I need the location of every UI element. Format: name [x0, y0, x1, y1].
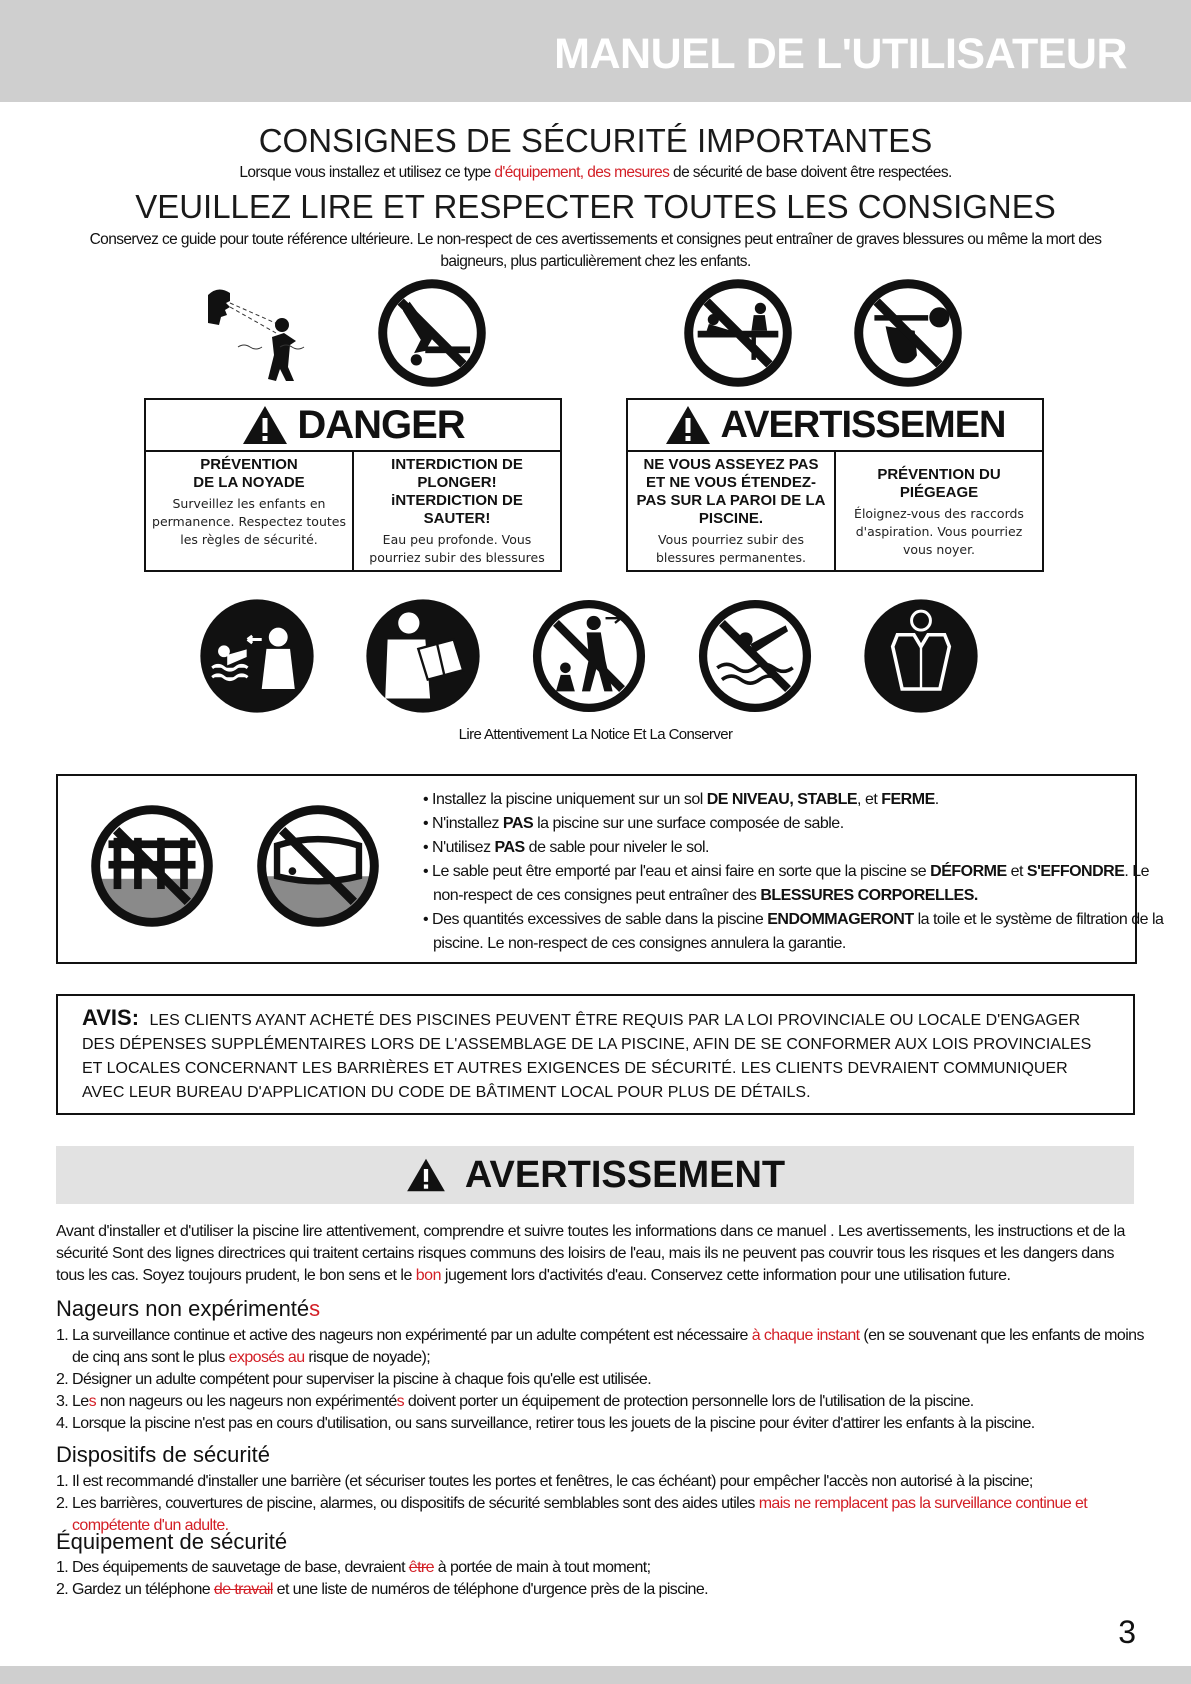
no-unattended-children-icon [530, 597, 648, 715]
keep-guide-text: Conservez ce guide pour toute référence ultérieure. Le non-respect de ces avertissements et consignes peut entraîner de graves blessures ou même la mort des baigneurs, plus particulièrement chez les enfants. [89, 231, 1102, 270]
list-item: • Des quantités excessives de sable dans la piscine ENDOMMAGERONT la toile et le système de filtration de la piscine. Le non-respect de ces consignes annulera la garantie. [423, 911, 1164, 952]
warning-triangle-icon [241, 404, 289, 446]
warning-col1-title: NE VOUS ASSEYEZ PAS ET NE VOUS ÉTENDEZ-PAS SUR LA PAROI DE LA PISCINE. [636, 456, 826, 527]
read-manual-icon [364, 597, 482, 715]
warning-banner [56, 1146, 1134, 1204]
list-item: 1. La surveillance continue et active des nageurs non expérimenté par un adulte compétent est nécessaire à chaque instant (en se souvenant que les enfants de moins de cinq ans sont le plus exposés au risque de noyade); [56, 1327, 1144, 1366]
intro-line: Lorsque vous installez et utilisez ce type d'équipement, des mesures de sécurité de base doivent être respectées. [239, 164, 952, 181]
life-vest-icon [862, 597, 980, 715]
page-subtitle: VEUILLEZ LIRE ET RESPECTER TOUTES LES CONSIGNES [135, 188, 1056, 225]
safety-devices-list [56, 1471, 1146, 1537]
warning-sign [626, 398, 1044, 572]
section-title-safety-devices: Dispositifs de sécurité [56, 1442, 270, 1467]
safety-equipment-list [56, 1557, 1146, 1601]
notice-box [56, 994, 1135, 1115]
list-item: 1. Des équipements de sauvetage de base, devraient être à portée de main à tout moment; [56, 1559, 651, 1576]
no-sitting-on-wall-icon [682, 277, 794, 389]
danger-title: DANGER [297, 402, 465, 447]
warning-sign-title: AVERTISSEMEN [720, 403, 1006, 446]
warning-intro: Avant d'installer et d'utiliser la piscine lire attentivement, comprendre et suivre toutes les informations dans ce manuel . Les avertissements, les instructions et de la sécurité Sont des lignes directrices qui traitent certains risques communs des loisirs de l'eau, mais ils ne peuvent pas couvrir tous les risques et les dangers dans tous les cas. Soyez toujours prudent, le bon sens et le bon jugement lors d'activités d'eau. Conservez cette information pour une utilisation future. [56, 1223, 1125, 1284]
danger-col2-body: Eau peu profonde. Vous pourriez subir des blessures [369, 532, 545, 565]
adult-watching-swimmer-icon [198, 597, 316, 715]
no-suction-entrapment-icon [852, 277, 964, 389]
no-diving-water-icon [696, 597, 814, 715]
list-item: 4. Lorsque la piscine n'est pas en cours d'utilisation, ou sans surveillance, retirer tous les jouets de la piscine pour éviter d'attirer les enfants à la piscine. [56, 1415, 1035, 1432]
inexperienced-swimmers-list [56, 1325, 1146, 1435]
danger-col2-title: INTERDICTION DE PLONGER! iNTERDICTION DE SAUTER! [391, 456, 523, 527]
danger-sign [144, 398, 562, 572]
ground-requirements-list [423, 788, 1183, 956]
list-item: 1. Il est recommandé d'installer une barrière (et sécuriser toutes les portes et fenêtres, le cas échéant) pour empêcher l'accès non autorisé à la piscine; [56, 1473, 1033, 1490]
footer-bar [0, 1666, 1191, 1684]
danger-col1-title: PRÉVENTION DE LA NOYADE [193, 456, 305, 491]
list-item: • Le sable peut être emporté par l'eau et ainsi faire en sorte que la piscine se DÉFORME et S'EFFONDRE. Le non-respect de ces consignes peut entraîner des BLESSURES CORPORELLES. [423, 863, 1150, 904]
warning-col2-body: Éloignez-vous des raccords d'aspiration. Vous pourriez vous noyer. [854, 506, 1024, 557]
warning-triangle-icon [664, 404, 712, 446]
page-title: CONSIGNES DE SÉCURITÉ IMPORTANTES [258, 122, 933, 159]
list-item: 3. Les non nageurs ou les nageurs non expérimentés doivent porter un équipement de protection personnelle lors de l'utilisation de la piscine. [56, 1393, 974, 1410]
notice-text: LES CLIENTS AYANT ACHETÉ DES PISCINES PEUVENT ÊTRE REQUIS PAR LA LOI PROVINCIALE OU LOCALE D'ENGAGER DES DÉPENSES SUPPLÉMENTAIRES LORS DE L'ASSEMBLAGE DE LA PISCINE, AFIN DE SE CONFORMER AUX LOIS PROVINCIALES ET LOCALES CONCERNANT LES BARRIÈRES ET AUTRES EXIGENCES DE SÉCURITÉ. LES CLIENTS DEVRAIENT COMMUNIQUER AVEC LEUR BUREAU D'APPLICATION DU CODE DE BÂTIMENT LOCAL POUR PLUS DE DÉTAILS. [82, 1012, 1092, 1101]
danger-col1-body: Surveillez les enfants en permanence. Respectez toutes les règles de sécurité. [152, 496, 346, 547]
list-item: 2. Désigner un adulte compétent pour superviser la piscine à chaque fois qu'elle est utilisée. [56, 1371, 652, 1388]
ground-requirements-box [56, 774, 1164, 964]
warning-triangle-icon [405, 1157, 447, 1193]
list-item: 2. Les barrières, couvertures de piscine, alarmes, ou dispositifs de sécurité semblables sont des aides utiles mais ne remplacent pas la surveillance continue et compétente d'un adulte. [56, 1495, 1088, 1534]
warning-col1-body: Vous pourriez subir des blessures permanentes. [655, 532, 807, 565]
list-item: • Installez la piscine uniquement sur un sol DE NIVEAU, STABLE, et FERME. [423, 791, 939, 808]
supervise-children-icon [200, 285, 315, 385]
notice-label: AVIS: [82, 1005, 140, 1030]
section-title-inexperienced-swimmers: Nageurs non expérimentés [56, 1296, 321, 1321]
page-number: 3 [1118, 1614, 1136, 1650]
no-diving-icon [376, 277, 488, 389]
list-item: 2. Gardez un téléphone de travail et une liste de numéros de téléphone d'urgence près de la piscine. [56, 1581, 708, 1598]
no-pool-on-sand-icon [254, 802, 382, 930]
list-item: • N'installez PAS la piscine sur une surface composée de sable. [423, 815, 844, 832]
list-item: • N'utilisez PAS de sable pour niveler le sol. [423, 839, 709, 856]
read-notice-caption: Lire Attentivement La Notice Et La Conserver [458, 726, 733, 743]
section-title-safety-equipment: Équipement de sécurité [56, 1529, 288, 1554]
warning-col2-title: PRÉVENTION DU PIÉGEAGE [877, 466, 1001, 501]
header-title: MANUEL DE L'UTILISATEUR [554, 30, 1127, 78]
no-fence-on-sand-icon [88, 802, 216, 930]
header-bar [0, 0, 1191, 102]
warning-banner-title: AVERTISSEMENT [464, 1153, 786, 1196]
